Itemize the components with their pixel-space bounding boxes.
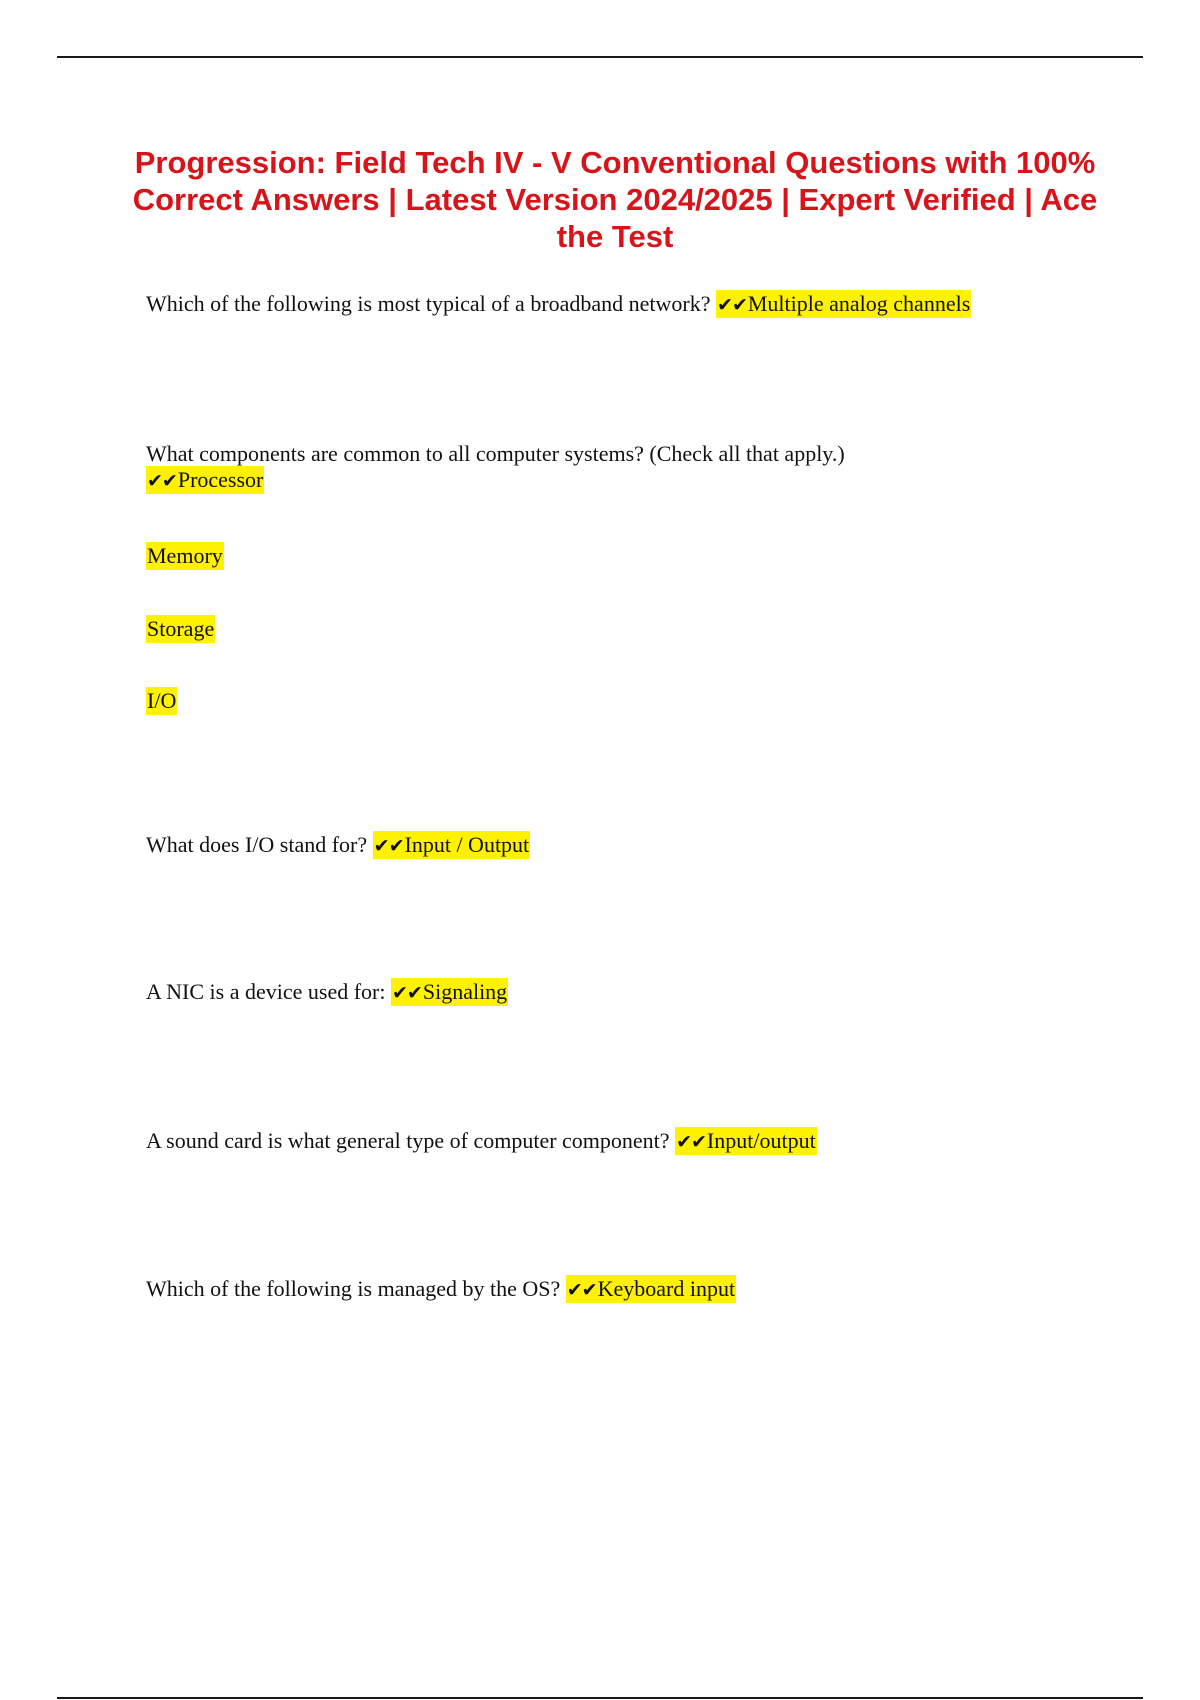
answer-text: Input / Output: [404, 832, 530, 857]
question-text: Which of the following is managed by the OS?: [146, 1276, 561, 1301]
answer-text: Input/output: [706, 1128, 816, 1153]
answer-highlight: [373, 831, 531, 859]
answer-highlight: [566, 1275, 736, 1303]
answer-text: I/O: [147, 688, 177, 713]
answer-option-1: [146, 467, 264, 494]
document-title: Progression: Field Tech IV - V Conventional Questions with 100% Correct Answers | Latest Version 2024/2025 | Expert Verified | Ace the Test: [132, 145, 1098, 254]
answer-option-3: [146, 616, 215, 642]
answer-text: Keyboard input: [597, 1276, 736, 1301]
check-icon: ✔✔: [676, 1131, 706, 1153]
question-text: What does I/O stand for?: [146, 832, 368, 857]
question-2: [146, 441, 845, 467]
question-text: Which of the following is most typical of a broadband network?: [146, 291, 711, 316]
question-4: [146, 979, 508, 1006]
question-text: What components are common to all computer systems? (Check all that apply.): [146, 441, 845, 466]
question-5: [146, 1128, 817, 1155]
check-icon: ✔✔: [373, 835, 404, 857]
answer-highlight: [146, 466, 264, 494]
answer-text: Processor: [177, 467, 264, 492]
check-icon: ✔✔: [392, 982, 422, 1004]
answer-text: Memory: [147, 543, 223, 568]
answer-text: Multiple analog channels: [747, 291, 971, 316]
check-icon: ✔✔: [566, 1279, 597, 1301]
answer-highlight: [716, 290, 971, 318]
bottom-rule: [57, 1697, 1143, 1699]
answer-highlight: [675, 1127, 817, 1155]
answer-text: Signaling: [422, 979, 508, 1004]
answer-option-4: [146, 688, 177, 714]
answer-text: Storage: [147, 616, 215, 641]
top-rule: [57, 56, 1143, 58]
question-3: [146, 832, 530, 859]
question-text: A sound card is what general type of computer component?: [146, 1128, 670, 1153]
check-icon: ✔✔: [717, 294, 747, 316]
answer-option-2: [146, 543, 224, 569]
question-text: A NIC is a device used for:: [146, 979, 386, 1004]
question-1: [146, 291, 971, 318]
answer-highlight: [391, 978, 508, 1006]
check-icon: ✔✔: [147, 470, 177, 492]
question-6: [146, 1276, 736, 1303]
